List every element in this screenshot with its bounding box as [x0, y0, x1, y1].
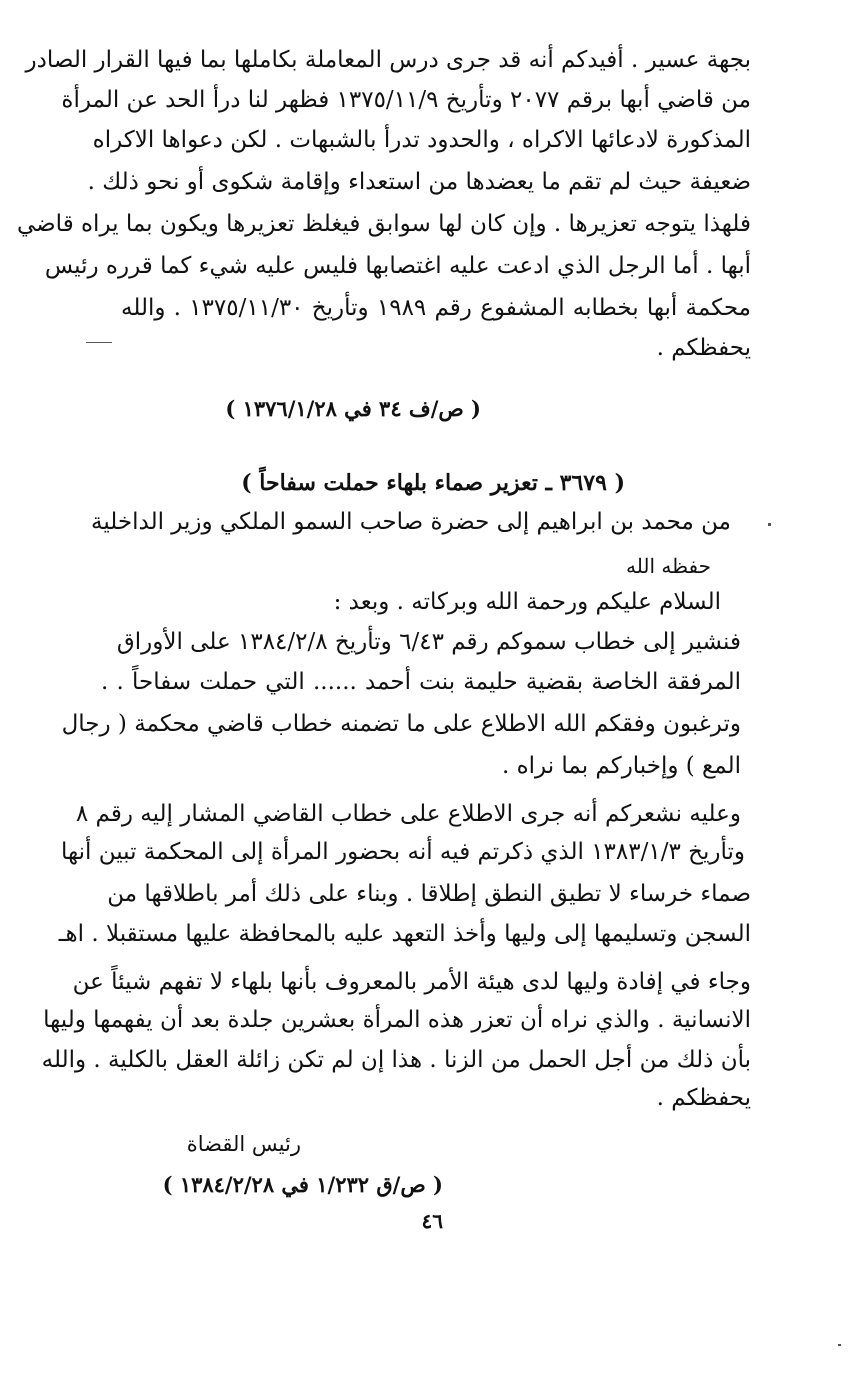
reference-citation: ( ص/ق ١/٢٣٢ في ١٣٨٤/٢/٢٨ )	[162, 1172, 443, 1197]
body-line: وتأريخ ١٣٨٣/١/٣ الذي ذكرتم فيه أنه بحضور المرأة إلى المحكمة تبين أنها	[60, 839, 745, 865]
body-line: المذكورة لادعائها الاكراه ، والحدود تدرأ بالشبهات . لكن دعواها الاكراه	[92, 127, 751, 153]
body-line: بجهة عسير . أفيدكم أنه قد جرى درس المعاملة بكاملها بما فيها القرار الصادر	[25, 47, 751, 73]
body-line: الانسانية . والذي نراه أن تعزر هذه المرأة بعشرين جلدة بعد أن يفهمها وليها	[43, 1007, 751, 1033]
body-line: بأن ذلك من أجل الحمل من الزنا . هذا إن لم تكن زائلة العقل بالكلية . والله	[41, 1047, 751, 1073]
margin-mark	[838, 1344, 841, 1346]
page-number: ٤٦	[421, 1209, 443, 1233]
body-line: وترغبون وفقكم الله الاطلاع على ما تضمنه خطاب قاضي محكمة ( رجال	[61, 711, 741, 737]
body-line: فلهذا يتوجه تعزيرها . وإن كان لها سوابق فيغلظ تعزيرها ويكون بما يراه قاضي	[16, 211, 751, 237]
body-line: صماء خرساء لا تطيق النطق إطلاقا . وبناء على ذلك أمر باطلاقها من	[107, 881, 751, 907]
section-heading: ( ٣٦٧٩ ـ تعزير صماء بلهاء حملت سفاحاً )	[241, 470, 625, 496]
body-line: المع ) وإخباركم بما نراه .	[501, 753, 741, 779]
body-line: فنشير إلى خطاب سموكم رقم ٦/٤٣ وتأريخ ١٣٨٤/٢/٨ على الأوراق	[116, 629, 741, 655]
margin-mark	[86, 342, 112, 343]
body-line: أبها . أما الرجل الذي ادعت عليه اغتصابها فليس عليه شيء كما قرره رئيس	[44, 253, 751, 279]
body-line: محكمة أبها بخطابه المشفوع رقم ١٩٨٩ وتأريخ ١٣٧٥/١١/٣٠ . والله	[121, 295, 751, 321]
body-line: المرفقة الخاصة بقضية حليمة بنت أحمد ...... التي حملت سفاحاً . .	[101, 669, 741, 695]
greeting-line: السلام عليكم ورحمة الله وبركاته . وبعد :	[333, 589, 721, 615]
body-line: وعليه نشعركم أنه جرى الاطلاع على خطاب القاضي المشار إليه رقم ٨	[75, 801, 741, 827]
body-line: السجن وتسليمها إلى وليها وأخذ التعهد عليه بالمحافظة عليها مستقبلا . اهـ	[58, 921, 751, 947]
signature: رئيس القضاة	[186, 1132, 301, 1156]
body-line: يحفظكم .	[656, 335, 751, 361]
reference-citation: ( ص/ف ٣٤ في ١٣٧٦/١/٢٨ )	[225, 396, 481, 421]
body-line: من قاضي أبها برقم ٢٠٧٧ وتأريخ ١٣٧٥/١١/٩ فظهر لنا درأ الحد عن المرأة	[61, 87, 751, 113]
body-line: ضعيفة حيث لم تقم ما يعضدها من استعداء وإقامة شكوى أو نحو ذلك .	[87, 169, 751, 195]
blessing-line: حفظه الله	[626, 554, 711, 578]
body-line: وجاء في إفادة وليها لدى هيئة الأمر بالمعروف بأنها بلهاء لا تفهم شيئاً عن	[72, 969, 751, 995]
body-line: يحفظكم .	[656, 1085, 751, 1111]
margin-mark	[768, 523, 771, 526]
sender-line: من محمد بن ابراهيم إلى حضرة صاحب السمو الملكي وزير الداخلية	[91, 509, 731, 535]
